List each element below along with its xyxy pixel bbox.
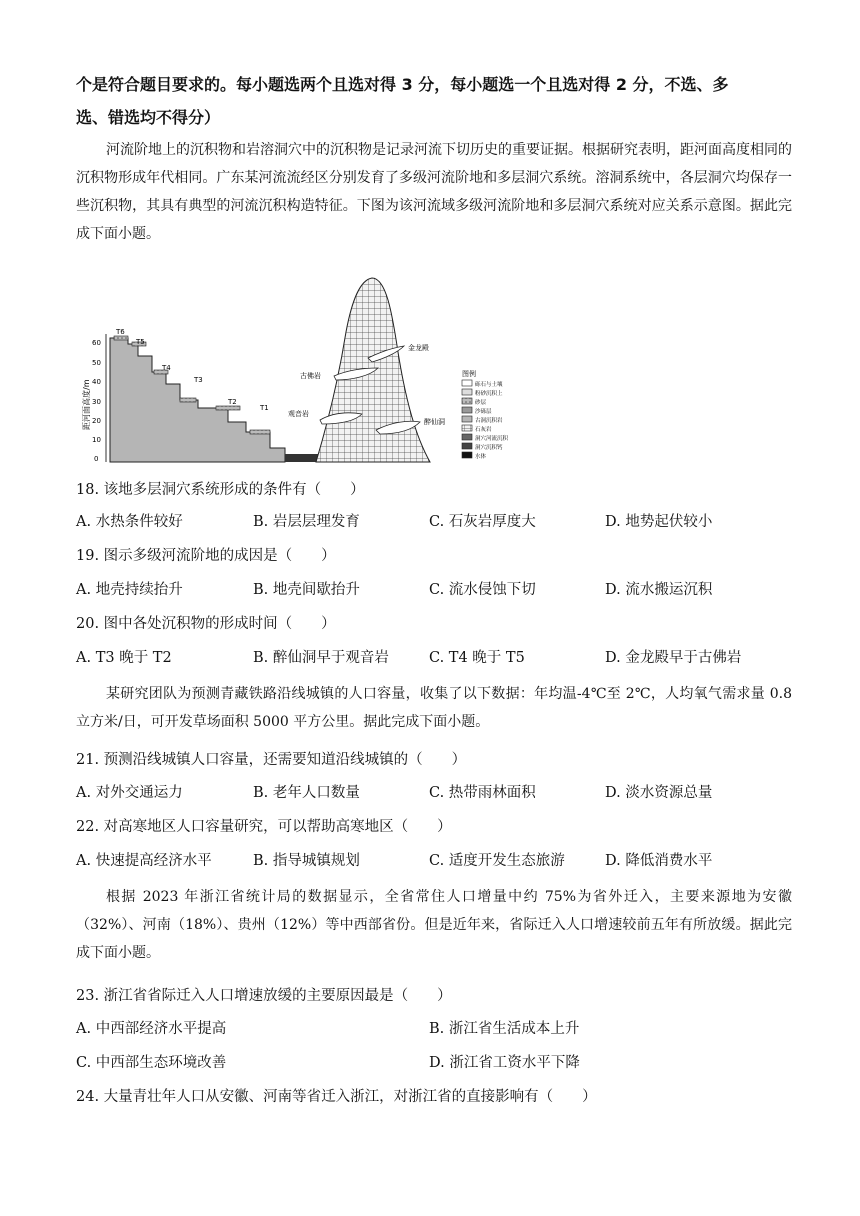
question-20: 20. 图中各处沉积物的形成时间（ ） [76, 616, 336, 632]
q18-option-b[interactable]: B. 岩层层理发育 [253, 514, 360, 530]
y-axis-label: 距河面高度/m [82, 379, 91, 430]
question-19: 19. 图示多级河流阶地的成因是（ ） [76, 548, 336, 564]
y-tick: 0 [94, 455, 99, 463]
question-18: 18. 该地多层洞穴系统形成的条件有（ ） [76, 482, 365, 498]
q21-option-d[interactable]: D. 淡水资源总量 [605, 785, 713, 801]
legend-item: 洞穴沉积钙 [475, 445, 503, 451]
terrace-label: T6 [116, 328, 125, 336]
q23-option-a[interactable]: A. 中西部经济水平提高 [76, 1021, 227, 1037]
terrace-slope [110, 338, 285, 462]
terrace-label: T1 [260, 404, 269, 412]
q21-option-c[interactable]: C. 热带雨林面积 [429, 785, 536, 801]
q20-option-a[interactable]: A. T3 晚于 T2 [76, 650, 172, 666]
question-22: 22. 对高寒地区人口容量研究，可以帮助高寒地区（ ） [76, 819, 452, 835]
passage-karst: 河流阶地上的沉积物和岩溶洞穴中的沉积物是记录河流下切历史的重要证据。根据研究表明，距河面高度相同的沉积物形成年代相同。广东某河流流经区分别发育了多级河流阶地和多层洞穴系统。溶洞系统中，各层洞穴均保存一些沉积物，其具有典型的河流沉积构造特征。下图为该河流域多级河流阶地和多层洞穴系统对应关系示意图。据此完成下面小题。 [76, 142, 792, 242]
legend-item: 粉砂沉积上 [475, 391, 503, 397]
legend-item: 水体 [475, 454, 487, 460]
q23-option-b[interactable]: B. 浙江省生活成本上升 [429, 1021, 580, 1037]
question-23: 23. 浙江省省际迁入人口增速放缓的主要原因最是（ ） [76, 988, 452, 1004]
cave-label: 观音岩 [288, 410, 309, 418]
q23-option-c[interactable]: C. 中西部生态环境改善 [76, 1055, 227, 1071]
y-tick: 10 [92, 436, 101, 444]
q19-option-c[interactable]: C. 流水侵蚀下切 [429, 582, 536, 598]
section-instructions [76, 68, 796, 134]
cave-label: 醉仙洞 [424, 418, 445, 426]
terrace-label: T3 [194, 376, 203, 384]
instructions-line-1: 个是符合题目要求的。每小题选两个且选对得 3 分，每小题选一个且选对得 2 分，不选、多 [76, 75, 729, 94]
q22-option-d[interactable]: D. 降低消费水平 [605, 853, 713, 869]
q23-option-d[interactable]: D. 浙江省工资水平下降 [429, 1055, 580, 1071]
y-axis [81, 334, 106, 463]
terrace-label: T2 [228, 398, 237, 406]
q19-option-d[interactable]: D. 流水搬运沉积 [605, 582, 713, 598]
instructions-line-2: 选、错选均不得分） [76, 108, 221, 127]
q21-option-a[interactable]: A. 对外交通运力 [76, 785, 183, 801]
cave-label: 古佛岩 [300, 372, 321, 380]
q20-option-b[interactable]: B. 醉仙洞早于观音岩 [253, 650, 389, 666]
q22-option-a[interactable]: A. 快速提高经济水平 [76, 853, 212, 869]
legend-item: 砂层 [475, 400, 487, 406]
q20-option-d[interactable]: D. 金龙殿早于古佛岩 [605, 650, 742, 666]
q19-option-b[interactable]: B. 地壳间歇抬升 [253, 582, 360, 598]
legend-item: 沙砾层 [475, 409, 492, 415]
question-21: 21. 预测沿线城镇人口容量，还需要知道沿线城镇的（ ） [76, 752, 467, 768]
q22-option-b[interactable]: B. 指导城镇规划 [253, 853, 360, 869]
legend-item: 古洞沉积岩 [475, 418, 503, 424]
q18-option-d[interactable]: D. 地势起伏较小 [605, 514, 713, 530]
legend-item: 石灰岩 [475, 427, 492, 433]
terrace-label: T4 [162, 364, 171, 372]
legend [462, 369, 509, 460]
y-tick: 20 [92, 417, 101, 425]
legend-item: 砾石与土壤 [475, 382, 503, 388]
legend-item: 洞穴河流沉积 [475, 436, 509, 442]
q22-option-c[interactable]: C. 适度开发生态旅游 [429, 853, 565, 869]
legend-title: 图例 [462, 370, 476, 378]
passage-zhejiang-migration: 根据 2023 年浙江省统计局的数据显示，全省常住人口增量中约 75%为省外迁入，主要来源地为安徽（32%）、河南（18%）、贵州（12%）等中西部省份。但是近年来，省际迁入人口增速较前五年有所放缓。据此完成下面小题。 [76, 889, 792, 961]
q20-option-c[interactable]: C. T4 晚于 T5 [429, 650, 525, 666]
y-tick: 30 [92, 398, 101, 406]
terrace-label: T5 [136, 338, 145, 346]
q21-option-b[interactable]: B. 老年人口数量 [253, 785, 360, 801]
question-24: 24. 大量青壮年人口从安徽、河南等省迁入浙江，对浙江省的直接影响有（ ） [76, 1089, 597, 1105]
q18-option-a[interactable]: A. 水热条件较好 [76, 514, 183, 530]
cave-label: 金龙殿 [408, 344, 429, 352]
y-tick: 40 [92, 378, 101, 386]
y-tick: 60 [92, 339, 101, 347]
q18-option-c[interactable]: C. 石灰岩厚度大 [429, 514, 536, 530]
y-tick: 50 [92, 359, 101, 367]
q19-option-a[interactable]: A. 地壳持续抬升 [76, 582, 183, 598]
terrace-cave-diagram [80, 272, 510, 472]
passage-qinghai-tibet: 某研究团队为预测青藏铁路沿线城镇的人口容量，收集了以下数据：年均温-4℃至 2℃，人均氧气需求量 0.8 立方米/日，可开发草场面积 5000 平方公里。据此完成下面小题。 [76, 686, 792, 730]
